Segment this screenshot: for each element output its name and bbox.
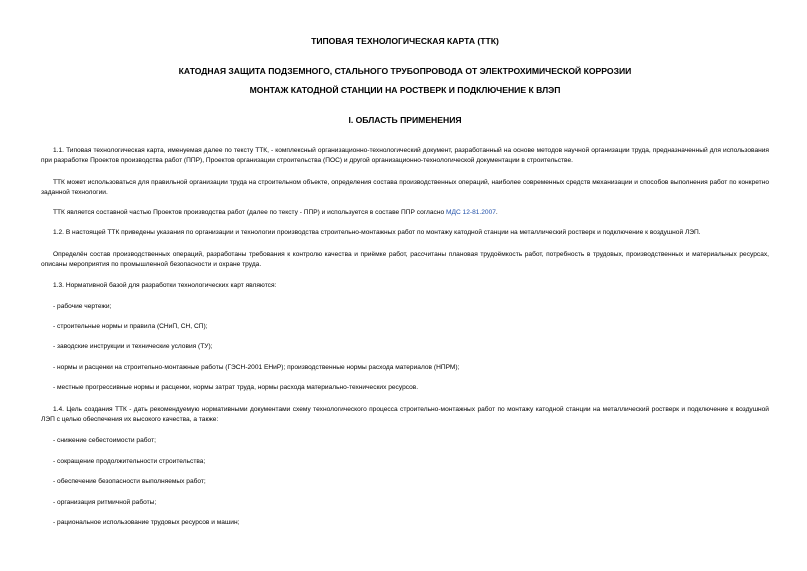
section-heading: I. ОБЛАСТЬ ПРИМЕНЕНИЯ [348, 115, 462, 125]
paragraph-ttk-usage: ТТК может использоваться для правильной организации труда на строительном объекте, определения состава производственных операций, наиболее современных средств механизации и способов выполнения работ по конкретно заданной технологии. [41, 179, 769, 196]
list-item: - организация ритмичной работы; [53, 499, 157, 506]
list-item: - рациональное использование трудовых ресурсов и машин; [53, 519, 240, 526]
document-title: ТИПОВАЯ ТЕХНОЛОГИЧЕСКАЯ КАРТА (ТТК) [311, 36, 499, 46]
paragraph-operations: Определён состав производственных операций, разработаны требования к контролю качества и приёмке работ, рассчитаны плановая трудоёмкость работ, потребность в трудовых, производственных и материальных ресурсах, описаны мероприятия по промышленной безопасности и охране труда. [41, 251, 769, 268]
document-subtitle-secondary: МОНТАЖ КАТОДНОЙ СТАНЦИИ НА РОСТВЕРК И ПОДКЛЮЧЕНИЕ К ВЛЭП [249, 85, 561, 95]
list-item: - сокращение продолжительности строительства; [53, 458, 206, 465]
paragraph-ttk-part [41, 208, 769, 218]
mds-link[interactable]: МДС 12-81.2007 [445, 209, 496, 216]
paragraph-1-3: 1.3. Нормативной базой для разработки технологических карт являются: [53, 282, 277, 289]
list-item: - строительные нормы и правила (СНиП, СН, СП); [53, 323, 208, 330]
paragraph-1-2: 1.2. В настоящей ТТК приведены указания по организации и технологии производства строительно-монтажных работ по монтажу катодной станции на металлический ростверк и подключение к воздушной ЛЭП. [53, 229, 701, 236]
paragraph-ttk-part-text: ТТК является составной частью Проектов производства работ (далее по тексту - ППР) и используется в составе ППР согласно [53, 209, 446, 216]
document-subtitle: КАТОДНАЯ ЗАЩИТА ПОДЗЕМНОГО, СТАЛЬНОГО ТРУБОПРОВОДА ОТ ЭЛЕКТРОХИМИЧЕСКОЙ КОРРОЗИИ [178, 66, 632, 76]
list-item: - местные прогрессивные нормы и расценки, нормы затрат труда, нормы расхода материально-технических ресурсов. [53, 384, 419, 391]
paragraph-1-1: 1.1. Типовая технологическая карта, именуемая далее по тексту ТТК, - комплексный организационно-технологический документ, разработанный на основе методов научной организации труда, предназначенный для использования при разработке Проектов производства работ (ППР), Проектов организации строительства (ПОС) и другой организационно-технологической документации в строительстве. [41, 147, 769, 164]
paragraph-1-4: 1.4. Цель создания ТТК - дать рекомендуемую нормативными документами схему технологического процесса строительно-монтажных работ по монтажу катодной станции на металлический ростверк и подключение к воздушной ЛЭП с целью обеспечения их высокого качества, а также: [41, 406, 769, 423]
list-item: - рабочие чертежи; [53, 303, 112, 310]
list-item: - заводские инструкции и технические условия (ТУ); [53, 343, 213, 350]
list-item: - снижение себестоимости работ; [53, 437, 156, 444]
paragraph-ttk-part-end: . [495, 209, 498, 216]
list-item: - обеспечение безопасности выполняемых работ; [53, 478, 206, 485]
list-item: - нормы и расценки на строительно-монтажные работы (ГЭСН-2001 ЕНиР); производственные нормы расхода материалов (НПРМ); [53, 364, 460, 371]
